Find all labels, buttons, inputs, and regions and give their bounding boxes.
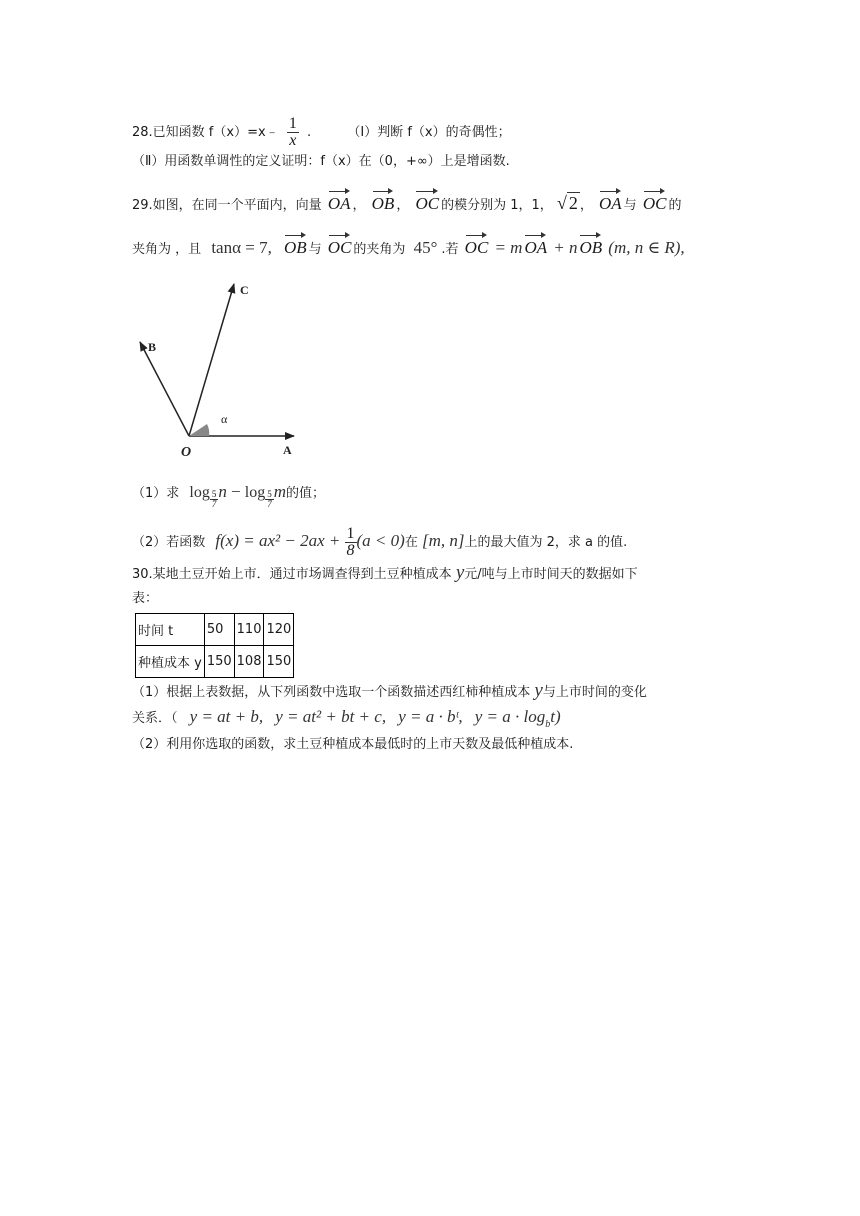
label-b: B [148, 340, 157, 354]
formula-log-end: t) [550, 707, 561, 726]
var-n: n [218, 482, 227, 501]
var-y: y [534, 680, 543, 701]
q29-text-2b: ，且 [175, 242, 202, 257]
equation-part-b: + n [553, 238, 578, 257]
q29-line2 [132, 232, 685, 260]
minus-sign: − [231, 482, 241, 501]
frac-num: 1 [346, 525, 355, 542]
q28-line2: （Ⅱ）用函数单调性的定义证明：f（x）在（0，+∞）上是增函数. [132, 154, 510, 169]
q28-text-b: . [306, 125, 312, 140]
formula-exponential: y = a · bᵗ, [398, 707, 463, 726]
q29-part1 [132, 482, 325, 509]
q28-text-a: 28.已知函数 f（x）=x﹣ [132, 125, 279, 140]
formula-quadratic: y = at² + bt + c, [275, 707, 387, 726]
vector-oa: OA [524, 232, 547, 258]
vector-oc: OC [643, 188, 667, 214]
comma: ， [396, 198, 410, 213]
log-sub-b: b [545, 719, 551, 730]
comma: ， [352, 198, 366, 213]
q29-text-c: 与 [623, 198, 637, 213]
sqrt-radicand: 2 [568, 193, 578, 213]
log-base-den: 7 [267, 499, 272, 509]
q30-line2: 表： [132, 591, 159, 606]
fraction-one-eighth [345, 526, 357, 559]
vector-oc: OC [415, 188, 439, 214]
table-cell: 种植成本 y [136, 646, 205, 678]
var-m: m [273, 482, 286, 501]
vector-ob: OB [579, 232, 602, 258]
q29-text-2e: .若 [441, 242, 459, 257]
table-cell: 150 [204, 646, 234, 678]
q29-p2-text: （2）若函数 [132, 535, 206, 550]
q29-text-b: 的模分别为 1，1， [441, 198, 553, 213]
log-2: log [244, 484, 266, 501]
vector-oc: OC [328, 232, 352, 258]
formula-linear: y = at + b, [189, 707, 264, 726]
log-1: log [189, 484, 210, 501]
label-c: C [240, 283, 249, 297]
q30-part1-line2 [132, 707, 561, 735]
q29-part2 [132, 526, 627, 559]
interval: [m, n] [421, 531, 465, 550]
sqrt-expression: √ 2 [556, 193, 578, 213]
q29-text-d: 的 [668, 198, 682, 213]
q28-fraction [287, 116, 299, 149]
q29-p1-text: （1）求 [132, 486, 180, 501]
angle-value: 45° [413, 238, 438, 257]
q29-text-a: 29.如图，在同一个平面内，向量 [132, 198, 322, 213]
q29-line1 [132, 188, 681, 216]
q30-part1-line1 [132, 681, 647, 703]
formula-log: y = a · log [474, 707, 546, 726]
table-cell: 时间 t [136, 614, 205, 646]
var-y: y [455, 562, 465, 583]
q29-p1-end: 的值； [285, 486, 325, 501]
log-base-num: 5 [211, 489, 217, 499]
tan-expression: tanα = 7, [211, 238, 272, 257]
table-cell: 150 [264, 646, 294, 678]
q30-part2: （2）利用你选取的函数，求土豆种植成本最低时的上市天数及最低种植成本. [132, 737, 574, 752]
vector-ob: OB [372, 188, 395, 214]
q29-text-2d: 的夹角为 [353, 242, 406, 257]
q29-p2-end: 上的最大值为 2，求 a 的值. [464, 535, 628, 550]
vector-oc: OC [465, 232, 489, 258]
table-cell: 50 [204, 614, 234, 646]
equation-part-a: = m [494, 238, 523, 257]
table-cell: 108 [234, 646, 264, 678]
q29-p2-in: 在 [404, 535, 418, 550]
data-table [135, 613, 294, 678]
vector-oa: OA [328, 188, 351, 214]
q30-line1 [132, 563, 638, 585]
q30-p1-text-b: 与上市时间的变化 [542, 685, 647, 700]
q28-frac-den: x [289, 132, 297, 149]
comma: ， [579, 198, 593, 213]
q30-p1-text: （1）根据上表数据，从下列函数中选取一个函数描述西红柿种植成本 [132, 685, 531, 700]
q29-text-2c: 与 [308, 242, 322, 257]
table-cell: 110 [234, 614, 264, 646]
label-o: O [181, 445, 192, 460]
q30-text-a: 30.某地土豆开始上市．通过市场调查得到土豆种植成本 [132, 567, 452, 582]
table-cell: 120 [264, 614, 294, 646]
table-row [136, 614, 294, 646]
q28-line1 [132, 116, 511, 149]
table-row [136, 646, 294, 678]
q28-frac-num: 1 [288, 115, 297, 132]
label-a: A [283, 443, 292, 457]
q29-text-2a: 夹角为 [132, 242, 172, 257]
vector-ob: OB [284, 232, 307, 258]
function-expression: f(x) = ax² − 2ax + [215, 531, 341, 550]
vector-diagram [130, 278, 320, 463]
condition: (a < 0) [356, 531, 405, 550]
equation-part-c: (m, n ∈ R), [608, 238, 685, 257]
log-base-num: 5 [267, 489, 272, 499]
vector-oa: OA [599, 188, 622, 214]
frac-den: 8 [346, 542, 355, 559]
q28-part1: （Ⅰ）判断 f（x）的奇偶性； [347, 125, 511, 140]
label-alpha: α [221, 412, 228, 426]
vector-ob-line [140, 342, 189, 436]
log-base-den: 7 [211, 499, 217, 509]
q30-p1-text-c: 关系．（ [132, 711, 178, 726]
q30-text-b: 元/吨与上市时间天的数据如下 [464, 567, 638, 582]
